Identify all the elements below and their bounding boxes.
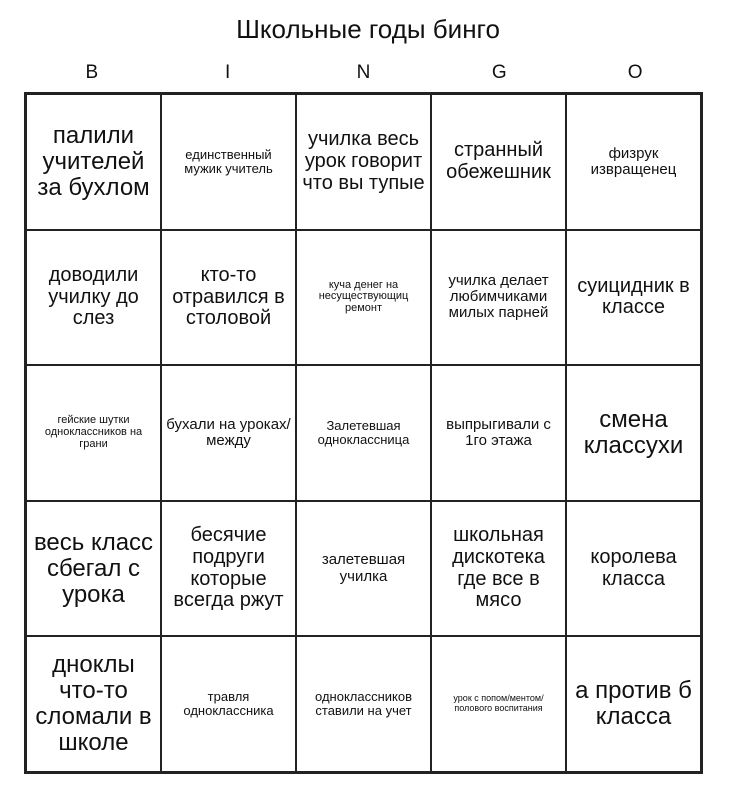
- bingo-cell[interactable]: странный обежешник: [431, 94, 566, 230]
- bingo-cell[interactable]: выпрыгивали с 1го этажа: [431, 365, 566, 501]
- column-letter-g: G: [491, 62, 507, 83]
- column-letter-b: B: [85, 62, 99, 83]
- column-letter-o: O: [627, 62, 643, 83]
- bingo-cell[interactable]: одноклассников ставили на учет: [296, 636, 431, 772]
- bingo-cell[interactable]: училка весь урок говорит что вы тупые: [296, 94, 431, 230]
- column-letter-i: I: [225, 62, 231, 83]
- bingo-cell[interactable]: бухали на уроках/между: [161, 365, 296, 501]
- bingo-cell[interactable]: палили учителей за бухлом: [26, 94, 161, 230]
- bingo-cell[interactable]: смена классухи: [566, 365, 701, 501]
- bingo-cell[interactable]: суицидник в классе: [566, 230, 701, 366]
- bingo-cell[interactable]: кто-то отравился в столовой: [161, 230, 296, 366]
- bingo-cell[interactable]: дноклы что-то сломали в школе: [26, 636, 161, 772]
- bingo-cell[interactable]: залетевшая училка: [296, 501, 431, 637]
- bingo-header: [24, 60, 703, 86]
- bingo-grid: [24, 92, 703, 774]
- bingo-cell[interactable]: Залетевшая одноклассница: [296, 365, 431, 501]
- column-letter-n: N: [356, 62, 371, 83]
- bingo-cell[interactable]: доводили училку до слез: [26, 230, 161, 366]
- bingo-cell[interactable]: бесячие подруги которые всегда ржут: [161, 501, 296, 637]
- bingo-cell[interactable]: травля одноклассника: [161, 636, 296, 772]
- bingo-cell[interactable]: училка делает любимчиками милых парней: [431, 230, 566, 366]
- bingo-cell[interactable]: королева класса: [566, 501, 701, 637]
- bingo-cell[interactable]: урок с попом/ментом/полового воспитания: [431, 636, 566, 772]
- bingo-cell[interactable]: школьная дискотека где все в мясо: [431, 501, 566, 637]
- bingo-cell[interactable]: единственный мужик учитель: [161, 94, 296, 230]
- bingo-cell[interactable]: а против б класса: [566, 636, 701, 772]
- bingo-cell[interactable]: физрук извращенец: [566, 94, 701, 230]
- page-title: Школьные годы бинго: [236, 14, 500, 44]
- bingo-cell[interactable]: куча денег на несуществующиц ремонт: [296, 230, 431, 366]
- bingo-cell[interactable]: весь класс сбегал с урока: [26, 501, 161, 637]
- bingo-cell[interactable]: гейские шутки одноклассников на грани: [26, 365, 161, 501]
